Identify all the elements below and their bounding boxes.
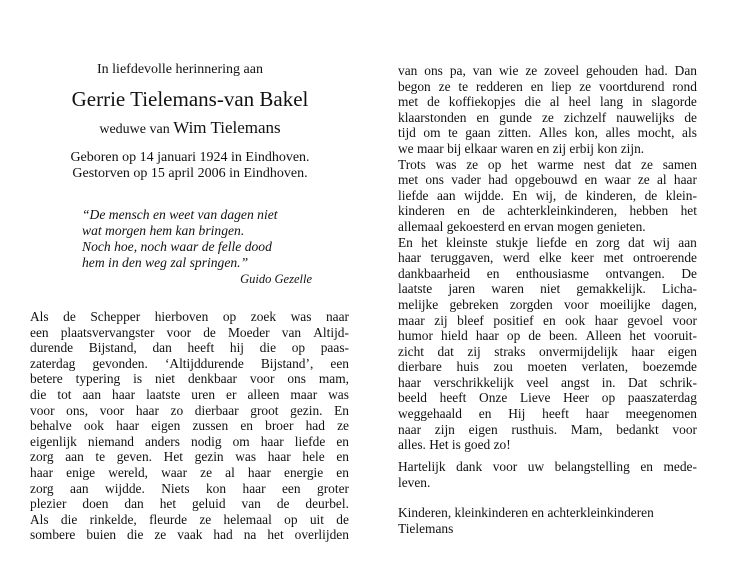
text-line: haar enige wereld, waar ze al haar energie en — [30, 464, 349, 480]
text-line: humor hield haar op de been. Alleen het vooruit- — [398, 328, 697, 344]
widow-line — [30, 118, 350, 138]
widow-name: Wim Tielemans — [173, 118, 281, 137]
text-line: liefde aan wijdde. En wij, de kinderen, de klein- — [398, 187, 697, 203]
text-line: een plaatsvervangster voor de Moeder van Altijd- — [30, 324, 349, 340]
signature-line: Kinderen, kleinkinderen en achterkleinkinderen — [398, 505, 654, 520]
text-line: maar zij bleef positief en ook haar gevoel voor — [398, 312, 697, 328]
text-line: Als de Schepper hierboven op zoek was naar — [30, 309, 349, 324]
text-line: met ons vader had opgebouwd en waar ze al haar — [398, 172, 697, 188]
intro-line: In liefdevolle herinnering aan — [97, 62, 263, 77]
text-line: Trots was ze op het warme nest dat ze samen — [398, 156, 697, 172]
text-line: En het kleinste stukje liefde en zorg dat wij aan — [398, 234, 697, 250]
text-line: dankbaarheid en enthousiasme ontvangen. De — [398, 265, 697, 281]
text-line: begon ze te redderen en liep ze voortdurend rond — [398, 78, 697, 94]
right-text-block — [398, 63, 697, 453]
text-line: zorg aan te geven. Het gezin was haar hele en — [30, 449, 349, 465]
deceased-name: Gerrie Tielemans-van Bakel — [71, 87, 309, 111]
text-line: eigenlijk niemand anders nodig om haar liefde en — [30, 433, 349, 449]
widow-prefix: weduwe van — [99, 122, 170, 137]
text-line: haar teruggaven, werd elke keer met ontroerende — [398, 250, 697, 266]
text-line: Als die rinkelde, fleurde ze helemaal op uit de — [30, 511, 349, 527]
text-line: naar zijn eigen rusthuis. Mam, bedankt voor — [398, 421, 697, 437]
text-line: met de koffiekopjes die al heel lang in slagorde — [398, 94, 697, 110]
poem — [82, 207, 312, 287]
text-line: beeld heeft Onze Lieve Heer op paaszaterdag — [398, 390, 697, 406]
text-line: kinderen en de achterkleinkinderen, hebben het — [398, 203, 697, 219]
text-line: van ons pa, van wie ze zoveel gehouden had. Dan — [398, 63, 697, 78]
text-line: we maar bij elkaar waren en zij erbij kon zijn. — [398, 140, 645, 156]
text-line: haar verschrikkelijk veel angst in. Dat schrik- — [398, 374, 697, 390]
text-line: alles. Het is goed zo! — [398, 437, 511, 453]
text-line: durende Bijstand, dan heeft hij die op paas- — [30, 340, 349, 356]
text-line: zicht dat zij straks onvermijdelijk haar eigen — [398, 343, 697, 359]
text-line: die tot aan haar laatste uren er alleen maar was — [30, 386, 349, 402]
birth-line: Geboren op 14 januari 1924 in Eindhoven. — [70, 150, 310, 165]
signature-block — [398, 505, 697, 536]
text-line: dierbare huis zou moeten verlaten, boezemde — [398, 359, 697, 375]
thanks-line: Hartelijk dank voor uw belangstelling en mede- — [398, 459, 697, 474]
text-line: behalve ook haar eigen zussen en broer had ze — [30, 418, 349, 434]
text-line: allemaal gekoesterd en ervan mogen genieten. — [398, 218, 646, 234]
poem-line: Noch hoe, noch waar de felle dood — [82, 239, 272, 254]
text-line: betere typering is niet denkbaar voor ons mam, — [30, 371, 349, 387]
poem-line: hem in den weg zal springen.” — [82, 255, 249, 270]
text-line: melijke gebreken zorgden voor moeilijke dagen, — [398, 296, 697, 312]
poem-author: Guido Gezelle — [240, 272, 312, 286]
poem-line: wat morgen hem kan bringen. — [82, 223, 245, 238]
poem-line: “De mensch en weet van dagen niet — [82, 207, 278, 222]
thanks-block — [398, 459, 697, 490]
left-text-block — [30, 309, 349, 543]
text-line: plezier doen dan het geluid van de deurbel. — [30, 496, 349, 512]
text-line: zaterdag gevonden. ‘Altijddurende Bijstand’, een — [30, 355, 349, 371]
text-line: voor ons, voor haar zo dierbaar groot gezin. En — [30, 402, 349, 418]
text-line: sombere buien die ze vaak had na het overlijden — [30, 527, 349, 543]
signature-line: Tielemans — [398, 520, 454, 536]
text-line: klaarstonden en gunde ze zichzelf nauwelijks de — [398, 109, 697, 125]
death-line: Gestorven op 15 april 2006 in Eindhoven. — [72, 166, 308, 181]
text-line: weggehaald en Hij heeft haar meegenomen — [398, 406, 697, 422]
text-line: tijd om te gaan zitten. Alles kon, alles mocht, als — [398, 125, 697, 141]
thanks-line: leven. — [398, 474, 431, 490]
text-line: laatste jaren waren niet gemakkelijk. Licha- — [398, 281, 697, 297]
text-line: zorg aan wijdde. Niets kon haar een groter — [30, 480, 349, 496]
life-dates — [30, 150, 350, 182]
